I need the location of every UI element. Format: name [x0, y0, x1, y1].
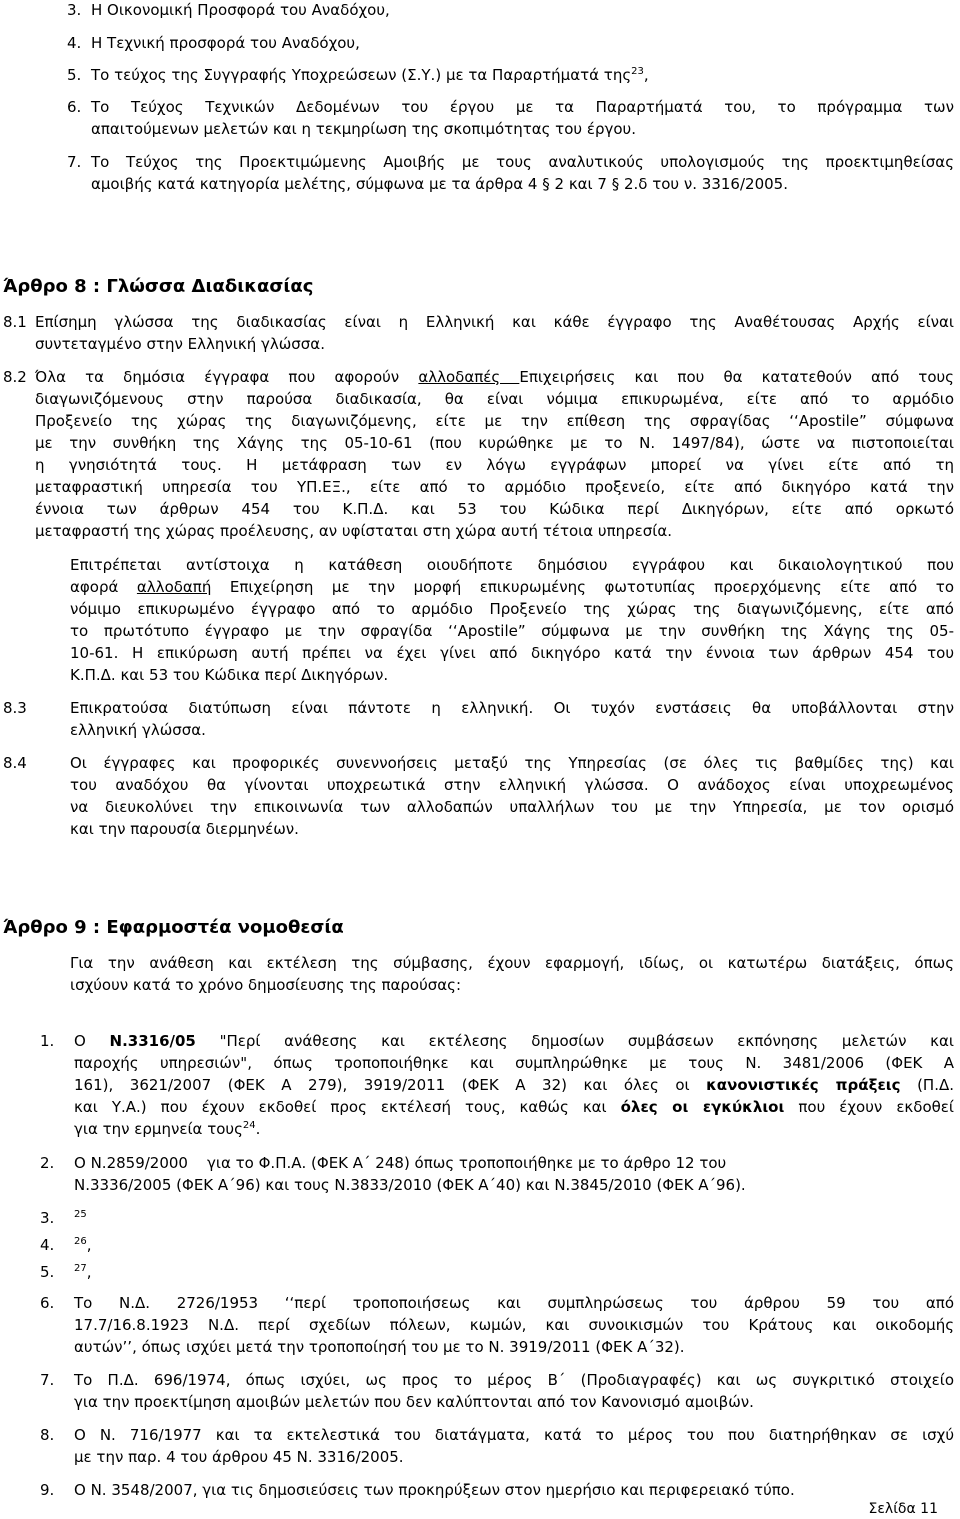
list-number: 5. [40, 1263, 55, 1281]
list-number: 3. [67, 1, 82, 19]
paragraph-text: με την συνθήκη της Χάγης της 05-10-61 (που κυρώθηκε με το Ν. 1497/84), ώστε να πιστοποιείται [35, 434, 954, 452]
list-item-text: 17.7/16.8.1923 Ν.Δ. περί σχεδίων πόλεων, κωμών, και συνοικισμών του Κράτους και οικοδομής [74, 1316, 954, 1334]
list-number: 8. [40, 1426, 55, 1444]
bold-phrase: κανονιστικές πράξεις [706, 1076, 901, 1094]
paragraph-text: νόμιμο επικυρωμένο έγγραφο από το αρμόδιο Προξενείο της χώρας της διαγωνιζόμενης, είτε από [70, 600, 954, 618]
list-number: 6. [40, 1294, 55, 1312]
list-item-text [74, 1208, 87, 1228]
footnote-ref: 24 [242, 1120, 256, 1131]
list-item-text: Το Τεύχος Τεχνικών Δεδομένων του έργου με τα Παραρτήματά του, το πρόγραμμα των [91, 98, 954, 116]
list-number: 3. [40, 1209, 55, 1227]
list-number: 1. [40, 1032, 55, 1050]
list-item-text: Ο Ν.3316/05 "Περί ανάθεσης και εκτέλεσης δημοσίων συμβάσεων εκπόνησης μελετών και [74, 1032, 954, 1050]
paragraph-text: Προξενείο της χώρας της διαγωνιζόμενης, είτε με την επίθεση της σφραγίδας ‘‘Apostile” σύμφωνα [35, 412, 954, 430]
paragraph-text: συντεταγμένο στην Ελληνική γλώσσα. [35, 335, 325, 353]
paragraph-text: Κ.Π.Δ. και 53 του Κώδικα περί Δικηγόρων. [70, 666, 389, 684]
list-item-text: Ο Ν. 3548/2007, για τις δημοσιεύσεις των προκηρύξεων στον ημερήσιο και περιφερειακό τύπο. [74, 1481, 795, 1499]
list-item-text: αυτών’’, όπως ισχύει μετά την τροποποίησή του με το Ν. 3919/2011 (ΦΕΚ Α΄32). [74, 1338, 685, 1356]
paragraph-text: αφορά αλλοδαπή Επιχείρηση με την μορφή επικυρωμένης φωτοτυπίας προερχόμενης είτε από το [70, 578, 954, 596]
paragraph-number: 8.4 [3, 754, 27, 772]
list-item-text: παροχής υπηρεσιών", όπως τροποποιήθηκε και συμπληρώθηκε με τους Ν. 3481/2006 (ΦΕΚ Α [74, 1054, 954, 1072]
paragraph-text: Επίσημη γλώσσα της διαδικασίας είναι η Ελληνική και κάθε έγγραφο της Αναθέτουσας Αρχής είναι [35, 313, 954, 331]
list-item-text: και Υ.Α.) που έχουν εκδοθεί προς εκτέλεσή τους, καθώς και όλες οι εγκύκλιοι που έχουν εκδοθεί [74, 1098, 954, 1116]
list-item-text: απαιτούμενων μελετών και η τεκμηρίωση της σκοπιμότητας του έργου. [91, 120, 636, 138]
footnote-ref: 27 [74, 1263, 87, 1274]
list-item-text: Ν.3336/2005 (ΦΕΚ Α΄96) και τους Ν.3833/2010 (ΦΕΚ Α΄40) και Ν.3845/2010 (ΦΕΚ Α΄96). [74, 1176, 746, 1194]
paragraph-number: 8.3 [3, 699, 27, 717]
article-9-heading: Άρθρο 9 : Εφαρμοστέα νομοθεσία [3, 917, 344, 938]
paragraph-text: και την παρουσία διερμηνέων. [70, 820, 299, 838]
paragraph-text: η γνησιότητά τους. Η μετάφραση των εν λόγω εγγράφων μπορεί να γίνει είτε από τη [35, 456, 954, 474]
paragraph-text: μεταφραστική υπηρεσία του ΥΠ.ΕΞ., είτε από το αρμόδιο προξενείο, είτε από δικηγόρο κατά την [35, 478, 954, 496]
footnote-ref: 25 [74, 1209, 87, 1220]
paragraph-number: 8.1 [3, 313, 27, 331]
paragraph-text: Για την ανάθεση και εκτέλεση της σύμβασης, έχουν εφαρμογή, ιδίως, οι κατωτέρω διατάξεις, όπως [70, 954, 954, 972]
list-item-text: Το Π.Δ. 696/1974, όπως ισχύει, ως προς το μέρος Β΄ (Προδιαγραφές) και ως συγκριτικό στοιχείο [74, 1371, 954, 1389]
paragraph-text: ελληνική γλώσσα. [70, 721, 206, 739]
list-item-text: $^{27}$, [74, 1263, 92, 1281]
paragraph-text: διαγωνιζόμενους στην παρούσα διαδικασία, θα είναι νόμιμα επικυρωμένα, είτε από το αρμόδιο [35, 390, 954, 408]
paragraph-text: Επικρατούσα διατύπωση είναι πάντοτε η ελληνική. Οι τυχόν ενστάσεις θα υποβάλλονται στην [70, 699, 954, 717]
list-number: 5. [67, 66, 82, 84]
list-item-text: Ο Ν.2859/2000 για το Φ.Π.Α. (ΦΕΚ Α΄ 248) όπως τροποποιήθηκε με το άρθρο 12 του [74, 1154, 727, 1172]
paragraph-text: Όλα τα δημόσια έγγραφα που αφορούν αλλοδαπές Επιχειρήσεις και που θα κατατεθούν από τους [35, 368, 954, 386]
paragraph-text: Οι έγγραφες και προφορικές συνεννοήσεις μεταξύ της Υπηρεσίας (σε όλες τις βαθμίδες της) και [70, 754, 954, 772]
list-item-text: Η Τεχνική προσφορά του Αναδόχου, [91, 34, 360, 52]
list-number: 6. [67, 98, 82, 116]
underlined-word: αλλοδαπή [136, 578, 212, 596]
paragraph-text: μεταφραστή της χώρας προέλευσης, αν υφίσταται στη χώρα αυτή τέτοια υπηρεσία. [35, 522, 672, 540]
paragraph-text: του αναδόχου θα γίνονται υποχρεωτικά στην ελληνική γλώσσα. Ο ανάδοχος είναι υποχρεωμένος [70, 776, 954, 794]
paragraph-number: 8.2 [3, 368, 27, 386]
list-number: 4. [40, 1236, 55, 1254]
list-item-text: με την παρ. 4 του άρθρου 45 Ν. 3316/2005. [74, 1448, 404, 1466]
list-number: 2. [40, 1154, 55, 1172]
list-item-text: Η Οικονομική Προσφορά του Αναδόχου, [91, 1, 390, 19]
list-number: 7. [40, 1371, 55, 1389]
list-item-text: αμοιβής κατά κατηγορία μελέτης, σύμφωνα με τα άρθρα 4 § 2 και 7 § 2.δ του ν. 3316/2005. [91, 175, 788, 193]
list-number: 9. [40, 1481, 55, 1499]
underlined-word: αλλοδαπές [418, 368, 520, 386]
footnote-ref: 26 [74, 1236, 87, 1247]
bold-phrase: όλες οι εγκύκλιοι [620, 1098, 785, 1116]
list-number: 7. [67, 153, 82, 171]
paragraph-text: 10-61. Η επικύρωση αυτή πρέπει να έχει γίνει από δικηγόρο κατά την έννοια των άρθρων 454 του [70, 644, 954, 662]
list-number: 4. [67, 34, 82, 52]
paragraph-text: έννοια των άρθρων 454 του Κ.Π.Δ. και 53 του Κώδικα περί Δικηγόρων, είτε από ορκωτό [35, 500, 954, 518]
paragraph-text: να διευκολύνει την επικοινωνία των αλλοδαπών υπαλλήλων του με την Υπηρεσία, με τον ορισμό [70, 798, 954, 816]
article-8-heading: Άρθρο 8 : Γλώσσα Διαδικασίας [3, 276, 314, 297]
list-item-text: Το Τεύχος της Προεκτιμώμενης Αμοιβής με τους αναλυτικούς υπολογισμούς της προεκτιμηθείσας [91, 153, 954, 171]
law-reference: Ν.3316/05 [109, 1032, 196, 1050]
list-item-text: Ο Ν. 716/1977 και τα εκτελεστικά του διατάγματα, κατά το μέρος του που διατηρήθηκαν σε ισχύ [74, 1426, 954, 1444]
paragraph-text: ισχύουν κατά το χρόνο δημοσίευσης της παρούσας: [70, 976, 462, 994]
list-item-text: Το Ν.Δ. 2726/1953 ‘‘περί τροποποιήσεως και συμπληρώσεως του άρθρου 59 του από [74, 1294, 954, 1312]
list-item-text: $^{26}$, [74, 1236, 92, 1254]
list-item-text: Το τεύχος της Συγγραφής Υποχρεώσεων (Σ.Υ.) με τα Παραρτήματά της$^{23}$, [91, 66, 649, 84]
paragraph-text: το πρωτότυπο έγγραφο με την σφραγίδα ‘‘Apostile” σύμφωνα με την συνθήκη της Χάγης της 05- [70, 622, 954, 640]
footnote-ref: 23 [631, 66, 644, 77]
list-item-text: 161), 3621/2007 (ΦΕΚ Α 279), 3919/2011 (ΦΕΚ Α 32) και όλες οι κανονιστικές πράξεις (Π.Δ. [74, 1076, 954, 1094]
list-item-text: για την προεκτίμηση αμοιβών μελετών που δεν καλύπτονται από τον Κανονισμό αμοιβών. [74, 1393, 754, 1411]
paragraph-text: Επιτρέπεται αντίστοιχα η κατάθεση οιουδήποτε δημόσιου εγγράφου και δικαιολογητικού που [70, 556, 954, 574]
list-item-text: για την ερμηνεία τους$^{24}$. [74, 1120, 261, 1138]
page-number: Σελίδα 11 [868, 1501, 938, 1517]
